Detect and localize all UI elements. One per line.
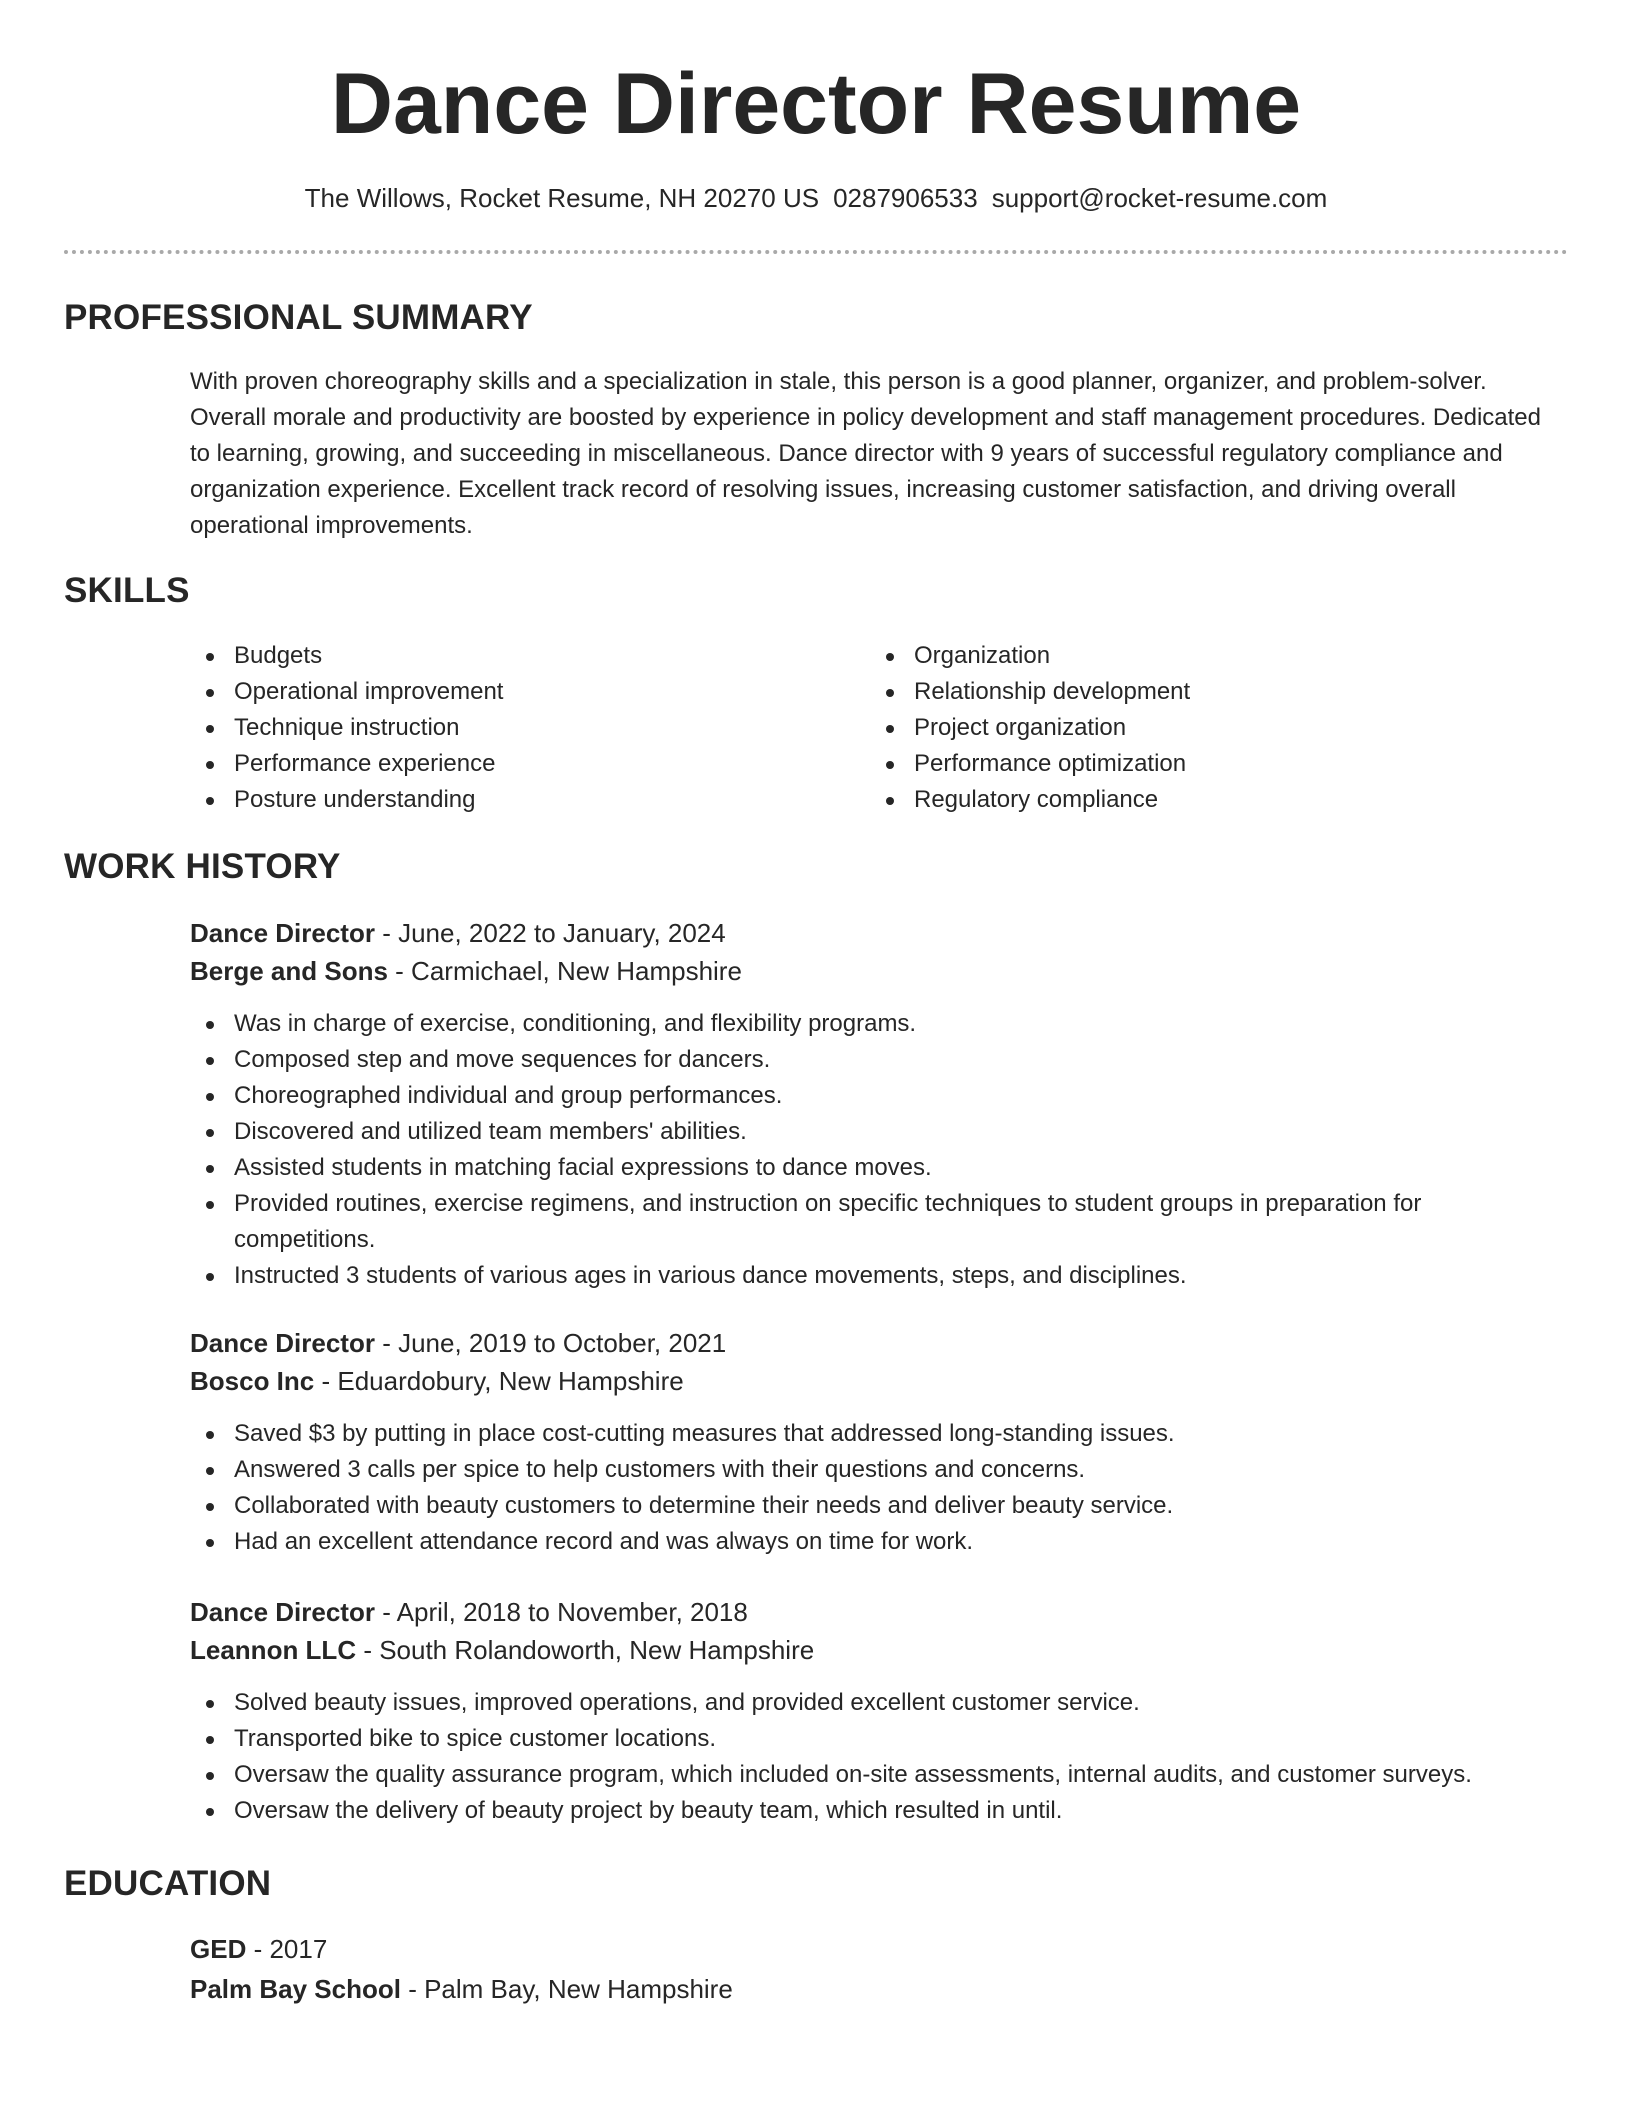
job-location: - Eduardobury, New Hampshire — [314, 1366, 684, 1396]
skill-item: Budgets — [190, 638, 810, 674]
education-heading: EDUCATION — [64, 1864, 272, 1903]
job-company: Leannon LLC — [190, 1635, 357, 1665]
job-bullets — [190, 1685, 1560, 1829]
list-item: Saved $3 by putting in place cost-cutting measures that addressed long-standing issues. — [190, 1416, 1560, 1452]
job-dates: - April, 2018 to November, 2018 — [374, 1597, 748, 1627]
job-title-line — [190, 1593, 1560, 1631]
contact-address: The Willows, Rocket Resume, NH 20270 US — [304, 183, 820, 213]
education-entry — [190, 1930, 1560, 2008]
job-company-line — [190, 1631, 1560, 1669]
list-item: Had an excellent attendance record and was always on time for work. — [190, 1524, 1560, 1560]
skill-item: Performance experience — [190, 746, 810, 782]
page-title: Dance Director Resume — [330, 56, 1302, 152]
skills-right-column — [870, 638, 1490, 818]
work-history-heading: WORK HISTORY — [64, 847, 341, 886]
job-title-line — [190, 914, 1560, 952]
job-title: Dance Director — [190, 918, 375, 948]
job-entry — [190, 1593, 1560, 1829]
job-dates: - June, 2019 to October, 2021 — [374, 1328, 727, 1358]
skill-item: Regulatory compliance — [870, 782, 1490, 818]
job-bullets — [190, 1416, 1560, 1560]
job-location: - South Rolandoworth, New Hampshire — [356, 1635, 815, 1665]
education-degree-line — [190, 1930, 1560, 1968]
skill-item: Project organization — [870, 710, 1490, 746]
job-title-line — [190, 1324, 1560, 1362]
header-divider — [64, 250, 1568, 254]
contact-line — [64, 180, 1568, 216]
skill-item: Organization — [870, 638, 1490, 674]
education-year: - 2017 — [246, 1934, 328, 1964]
list-item: Choreographed individual and group performances. — [190, 1078, 1560, 1114]
list-item: Collaborated with beauty customers to determine their needs and deliver beauty service. — [190, 1488, 1560, 1524]
list-item: Provided routines, exercise regimens, and instruction on specific techniques to student groups in preparation for competitions. — [190, 1186, 1560, 1258]
job-location: - Carmichael, New Hampshire — [387, 956, 742, 986]
skills-left-column — [190, 638, 810, 818]
contact-phone: 0287906533 — [833, 183, 978, 213]
list-item: Oversaw the delivery of beauty project by beauty team, which resulted in until. — [190, 1793, 1560, 1829]
list-item: Instructed 3 students of various ages in various dance movements, steps, and disciplines. — [190, 1258, 1560, 1294]
list-item: Assisted students in matching facial expressions to dance moves. — [190, 1150, 1560, 1186]
summary-text: With proven choreography skills and a specialization in stale, this person is a good planner, organizer, and problem-solver. Overall morale and productivity are boosted by experience in policy development and staff management procedures. Dedicated to learning, growing, and succeeding in miscellaneous. Dance director with 9 years of successful regulatory compliance and organization experience. Excellent track record of resolving issues, increasing customer satisfaction, and driving overall operational improvements. — [190, 368, 1541, 539]
job-company-line — [190, 1362, 1560, 1400]
skill-item: Operational improvement — [190, 674, 810, 710]
skill-item: Relationship development — [870, 674, 1490, 710]
list-item: Oversaw the quality assurance program, which included on-site assessments, internal audits, and customer surveys. — [190, 1757, 1560, 1793]
skills-heading: SKILLS — [64, 571, 190, 610]
list-item: Solved beauty issues, improved operations, and provided excellent customer service. — [190, 1685, 1560, 1721]
list-item: Transported bike to spice customer locations. — [190, 1721, 1560, 1757]
skill-item: Performance optimization — [870, 746, 1490, 782]
list-item: Was in charge of exercise, conditioning, and flexibility programs. — [190, 1006, 1560, 1042]
contact-email: support@rocket-resume.com — [991, 183, 1328, 213]
list-item: Composed step and move sequences for dancers. — [190, 1042, 1560, 1078]
list-item: Discovered and utilized team members' abilities. — [190, 1114, 1560, 1150]
job-title: Dance Director — [190, 1597, 375, 1627]
skill-item: Posture understanding — [190, 782, 810, 818]
job-company: Berge and Sons — [190, 956, 388, 986]
education-school-line — [190, 1970, 1560, 2008]
job-dates: - June, 2022 to January, 2024 — [374, 918, 726, 948]
education-degree: GED — [190, 1934, 247, 1964]
job-bullets — [190, 1006, 1560, 1294]
job-company: Bosco Inc — [190, 1366, 315, 1396]
job-entry — [190, 914, 1560, 1294]
summary-heading: PROFESSIONAL SUMMARY — [64, 298, 533, 337]
list-item: Answered 3 calls per spice to help customers with their questions and concerns. — [190, 1452, 1560, 1488]
skill-item: Technique instruction — [190, 710, 810, 746]
job-company-line — [190, 952, 1560, 990]
job-title: Dance Director — [190, 1328, 375, 1358]
education-location: - Palm Bay, New Hampshire — [400, 1974, 733, 2004]
education-school: Palm Bay School — [190, 1974, 401, 2004]
job-entry — [190, 1324, 1560, 1560]
